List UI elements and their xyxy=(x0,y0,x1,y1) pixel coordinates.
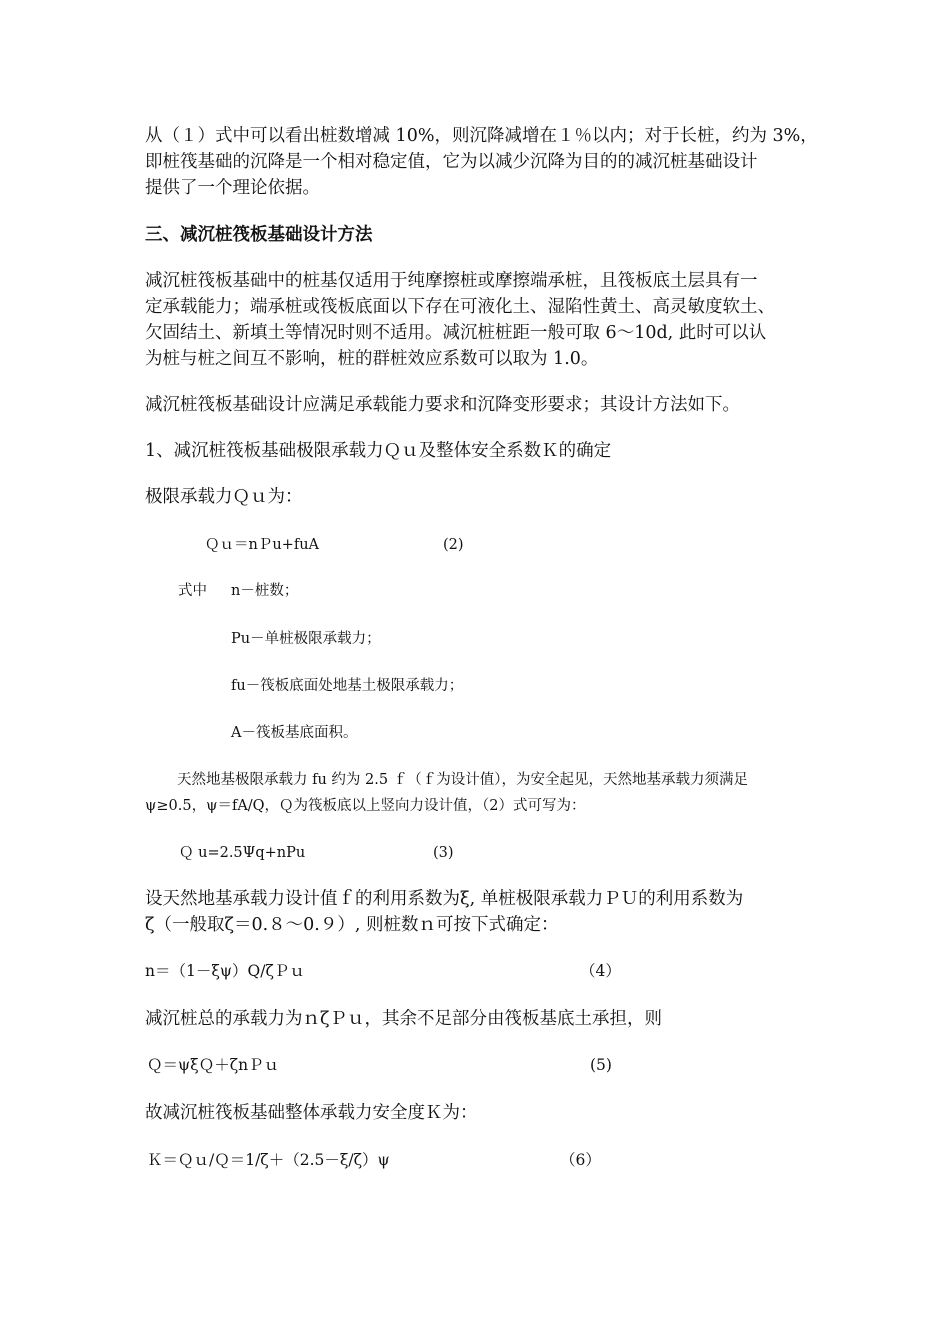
section-heading: 三、减沉桩筏板基础设计方法 xyxy=(145,225,373,245)
formula-2-expression: Ｑｕ＝nＰu+fuA xyxy=(205,537,320,553)
formula-3-number: (3) xyxy=(433,845,454,861)
paragraph-4-line-1: 天然地基极限承载力 fu 约为 2.5 ｆ（ｆ为设计值），为安全起见，天然地基承载力须满足 xyxy=(177,772,748,788)
paragraph-6: 减沉桩总的承载力为ｎζＰｕ，其余不足部分由筏板基底土承担，则 xyxy=(145,1009,662,1029)
paragraph-3: 减沉桩筏板基础设计应满足承载能力要求和沉降变形要求；其设计方法如下。 xyxy=(145,395,740,415)
subsection-1-heading: 1、减沉桩筏板基础极限承载力Ｑｕ及整体安全系数Ｋ的确定 xyxy=(145,441,612,461)
definition-n: n－桩数； xyxy=(231,583,299,599)
paragraph-7: 故减沉桩筏板基础整体承载力安全度Ｋ为： xyxy=(145,1103,478,1123)
paragraph-5-line-2: ζ（一般取ζ＝0.８～0.９）, 则桩数ｎ可按下式确定： xyxy=(145,915,559,935)
paragraph-4-line-2: ψ≥0.5，ψ＝fA/Q，Ｑ为筏板底以上竖向力设计值，（2）式可写为： xyxy=(145,798,586,814)
paragraph-2-line-4: 为桩与桩之间互不影响，桩的群桩效应系数可以取为 1.0。 xyxy=(145,349,599,369)
where-label: 式中 xyxy=(178,583,207,599)
paragraph-1-line-3: 提供了一个理论依据。 xyxy=(145,178,320,198)
formula-4-expression: n＝（1－ξψ）Q/ζＰｕ xyxy=(145,962,305,980)
paragraph-5-line-1: 设天然地基承载力设计值ｆ的利用系数为ξ, 单桩极限承载力ＰＵ的利用系数为 xyxy=(145,889,744,909)
definition-fu: fu－筏板底面处地基土极限承载力； xyxy=(231,678,464,694)
paragraph-2-line-3: 欠固结土、新填土等情况时则不适用。减沉桩桩距一般可取 6～10d, 此时可以认 xyxy=(145,323,767,343)
formula-3-expression: Ｑ u=2.5Ψq+nPu xyxy=(179,845,306,861)
formula-6-expression: Ｋ＝Ｑｕ/Ｑ＝1/ζ＋（2.5－ξ/ζ）ψ xyxy=(147,1151,390,1169)
formula-5-expression: Ｑ＝ψξＱ＋ζnＰｕ xyxy=(147,1056,280,1074)
paragraph-2-line-1: 减沉桩筏板基础中的桩基仅适用于纯摩擦桩或摩擦端承桩，且筏板底土层具有一 xyxy=(145,271,758,291)
formula-4-number: （4） xyxy=(580,962,621,980)
paragraph-1-line-2: 即桩筏基础的沉降是一个相对稳定值，它为以减少沉降为目的的减沉桩基础设计 xyxy=(145,152,758,172)
definition-a: A－筏板基底面积。 xyxy=(231,725,358,741)
formula-5-number: (5) xyxy=(590,1056,612,1074)
definition-pu: Pu－单桩极限承载力； xyxy=(231,631,381,647)
formula-6-number: （6） xyxy=(560,1151,601,1169)
ultimate-capacity-intro: 极限承载力Ｑｕ为： xyxy=(145,487,303,507)
paragraph-1-line-1: 从（１）式中可以看出桩数增减 10%，则沉降减增在１％以内；对于长桩，约为 3%， xyxy=(145,126,818,146)
formula-2-number: (2) xyxy=(443,537,464,553)
paragraph-2-line-2: 定承载能力；端承桩或筏板底面以下存在可液化土、湿陷性黄土、高灵敏度软土、 xyxy=(145,297,775,317)
